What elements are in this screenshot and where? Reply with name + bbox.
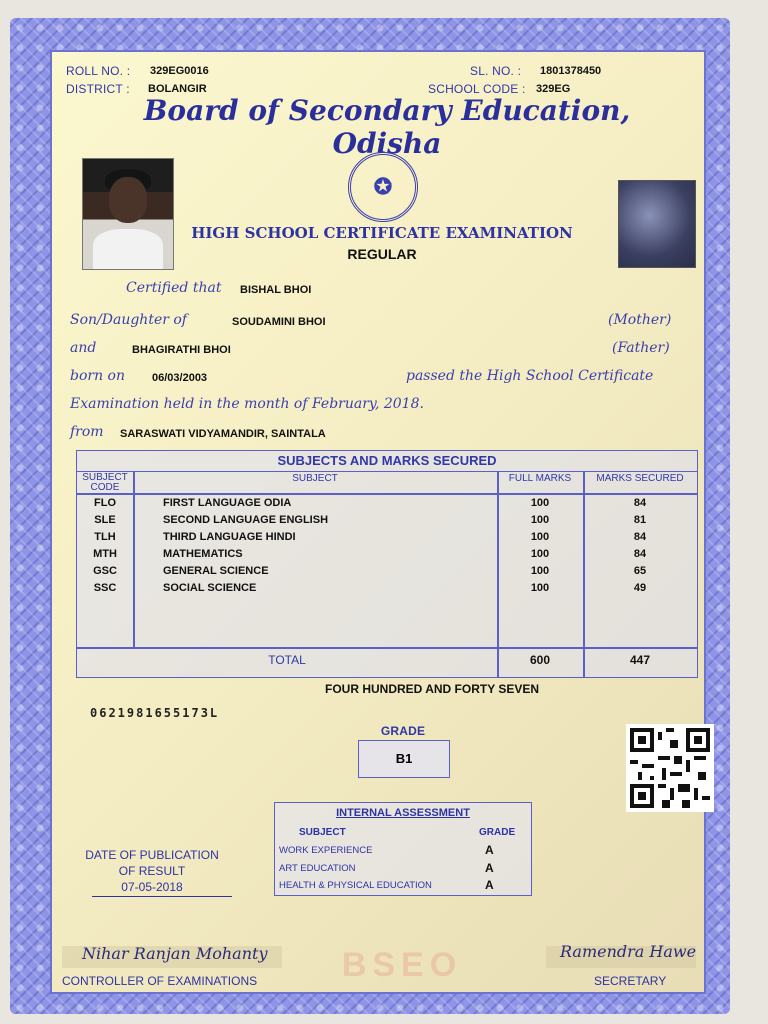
table-row: FLO FIRST LANGUAGE ODIA 100 84 (94, 497, 647, 509)
ia-grade: A (485, 878, 494, 892)
publication-label-line2: OF RESULT (118, 864, 186, 878)
school-code-value: 329EG (536, 83, 571, 95)
ia-col-grade: GRADE (479, 827, 516, 838)
school-code-label: SCHOOL CODE : (428, 82, 526, 96)
and-label: and (70, 340, 97, 356)
ia-grade: A (485, 861, 494, 875)
col-marks-secured: MARKS SECURED (596, 473, 684, 484)
col-subject-code: SUBJECT CODE (82, 472, 128, 493)
controller-label: CONTROLLER OF EXAMINATIONS (62, 974, 258, 988)
grade-label: GRADE (380, 724, 426, 738)
col-subject: SUBJECT (292, 473, 338, 484)
total-in-words: FOUR HUNDRED AND FORTY SEVEN (324, 682, 539, 696)
table-row: MTH MATHEMATICS 100 84 (93, 548, 647, 560)
serial-code: 0621981655173L (90, 706, 220, 720)
father-label: (Father) (612, 340, 670, 356)
table-row: SSC SOCIAL SCIENCE 100 49 (93, 582, 647, 594)
publication-date: 07-05-2018 (121, 880, 183, 894)
grade-value: B1 (358, 740, 450, 778)
publication-underline (92, 896, 232, 897)
qr-code-icon (626, 724, 714, 812)
student-name: BISHAL BHOI (240, 284, 312, 296)
table-row: GSC GENERAL SCIENCE 100 65 (93, 565, 647, 577)
internal-assessment-table (274, 802, 532, 896)
exam-type: REGULAR (347, 246, 417, 262)
publication-label-line1: DATE OF PUBLICATION (85, 848, 219, 862)
marks-table-title: SUBJECTS AND MARKS SECURED (77, 451, 697, 472)
school-name: SARASWATI VIDYAMANDIR, SAINTALA (120, 428, 326, 440)
ia-title: INTERNAL ASSESSMENT (336, 807, 470, 819)
marks-table (76, 450, 698, 678)
table-row: TLH THIRD LANGUAGE HINDI 100 84 (94, 531, 647, 543)
ia-subject: WORK EXPERIENCE (279, 845, 373, 856)
dob-value: 06/03/2003 (152, 372, 208, 384)
controller-signature: Nihar Ranjan Mohanty (82, 944, 268, 963)
mother-label: (Mother) (608, 312, 672, 328)
son-daughter-label: Son/Daughter of (70, 312, 187, 328)
district-value: BOLANGIR (148, 83, 207, 95)
from-label: from (70, 424, 104, 440)
col-full-marks: FULL MARKS (508, 473, 572, 484)
table-row: SLE SECOND LANGUAGE ENGLISH 100 81 (94, 514, 647, 526)
born-label: born on (70, 368, 125, 384)
certified-label: Certified that (126, 280, 222, 296)
exam-title: HIGH SCHOOL CERTIFICATE EXAMINATION (191, 224, 573, 242)
board-seal-icon: ✪ (348, 152, 418, 222)
roll-no-label: ROLL NO. : (66, 64, 131, 78)
board-name: Board of Secondary Education, Odisha (143, 94, 631, 160)
hologram-icon (618, 180, 696, 268)
roll-no-value: 329EG0016 (150, 65, 209, 77)
secretary-signature: Ramendra Hawe (560, 942, 697, 961)
certificate-body (50, 50, 706, 994)
sl-no-label: SL. NO. : (470, 64, 522, 78)
district-label: DISTRICT : (66, 82, 130, 96)
exam-held-text: Examination held in the month of February, 2018. (70, 396, 424, 412)
mother-name: SOUDAMINI BHOI (232, 316, 326, 328)
secretary-label: SECRETARY (594, 974, 667, 988)
ia-col-subject: SUBJECT (299, 827, 346, 838)
ia-subject: HEALTH & PHYSICAL EDUCATION (279, 880, 432, 891)
ia-subject: ART EDUCATION (279, 863, 356, 874)
sl-no-value: 1801378450 (540, 65, 602, 77)
passed-text: passed the High School Certificate (406, 368, 654, 384)
ia-grade: A (485, 843, 494, 857)
father-name: BHAGIRATHI BHOI (132, 344, 231, 356)
bseo-watermark: BSEO (341, 946, 463, 984)
total-row: TOTAL 600 447 (268, 653, 651, 667)
certificate-sheet (10, 18, 730, 1014)
